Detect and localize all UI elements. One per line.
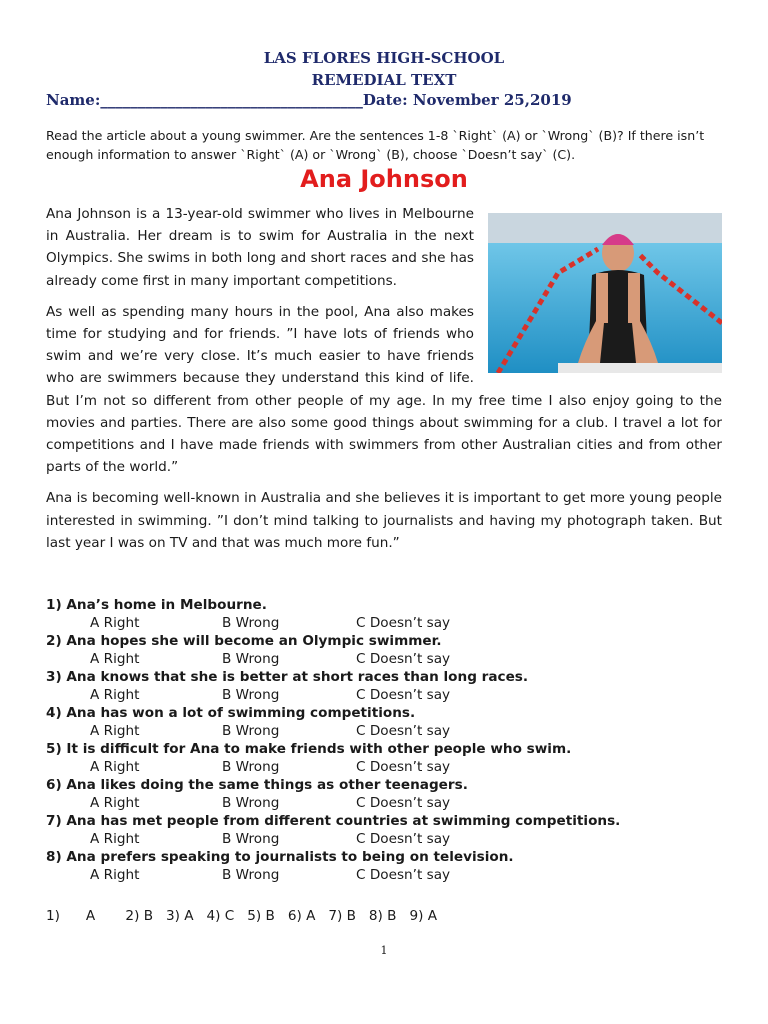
date-label: Date: November 25,2019 bbox=[362, 91, 572, 109]
question-item bbox=[46, 776, 736, 812]
answer-options bbox=[46, 614, 736, 632]
answer-options bbox=[46, 650, 736, 668]
answer-options bbox=[46, 794, 736, 812]
option-a: A Right bbox=[90, 687, 140, 703]
option-b: B Wrong bbox=[222, 615, 280, 631]
question-item bbox=[46, 812, 736, 848]
option-a: A Right bbox=[90, 831, 140, 847]
question-text: 1) Ana’s home in Melbourne. bbox=[46, 597, 267, 613]
option-a: A Right bbox=[90, 651, 140, 667]
answer-options bbox=[46, 722, 736, 740]
option-c: C Doesn’t say bbox=[356, 615, 451, 631]
option-c: C Doesn’t say bbox=[356, 831, 451, 847]
question-text: 2) Ana hopes she will become an Olympic swimmer. bbox=[46, 633, 442, 649]
question-text: 8) Ana prefers speaking to journalists to being on television. bbox=[46, 849, 514, 865]
instructions: Read the article about a young swimmer. Are the sentences 1-8 `Right` (A) or `Wrong` (B)? If there isn’t enough information to answer `Right` (A) or `Wrong` (B), choose `Doesn’t say` (C). bbox=[46, 128, 705, 162]
article-title: Ana Johnson bbox=[300, 165, 468, 193]
question-item bbox=[46, 596, 736, 632]
question-item bbox=[46, 704, 736, 740]
option-c: C Doesn’t say bbox=[356, 759, 451, 775]
question-item bbox=[46, 632, 736, 668]
answer-options bbox=[46, 758, 736, 776]
swimmer-photo-icon bbox=[488, 213, 722, 373]
option-b: B Wrong bbox=[222, 831, 280, 847]
school-name: LAS FLORES HIGH-SCHOOL bbox=[263, 49, 505, 67]
option-a: A Right bbox=[90, 723, 140, 739]
swimmer-photo bbox=[488, 213, 722, 373]
name-field-label: Name:___________________________________ bbox=[46, 91, 363, 109]
option-c: C Doesn’t say bbox=[356, 651, 451, 667]
option-b: B Wrong bbox=[222, 651, 280, 667]
option-a: A Right bbox=[90, 867, 140, 883]
question-item bbox=[46, 848, 736, 884]
article-body bbox=[46, 203, 722, 563]
option-b: B Wrong bbox=[222, 723, 280, 739]
question-text: 3) Ana knows that she is better at short races than long races. bbox=[46, 669, 529, 685]
option-b: B Wrong bbox=[222, 687, 280, 703]
option-c: C Doesn’t say bbox=[356, 867, 451, 883]
article-paragraph-1-text: Ana Johnson is a 13-year-old swimmer who lives in Melbourne in Australia. Her dream is to swim for Australia in the next Olympics. She swims in both long and short races and she has already come first in many important competitions. bbox=[46, 206, 474, 289]
option-b: B Wrong bbox=[222, 867, 280, 883]
question-text: 5) It is difficult for Ana to make friends with other people who swim. bbox=[46, 741, 572, 757]
question-list bbox=[46, 596, 736, 884]
article-paragraph-2: As well as spending many hours in the pool, Ana also makes time for studying and for friends. ”I have lots of friends who swim and we’re very close. It’s much easier to have friends who are swimmers because they understand this kind of life. But I’m not so different from other people of my age. In my free time I also enjoy going to the movies and parties. There are also some good things about swimming for a club. I travel a lot for competitions and I have made friends with swimmers from other Australian cities and from other parts of the world.” bbox=[46, 303, 722, 476]
question-item bbox=[46, 740, 736, 776]
option-a: A Right bbox=[90, 795, 140, 811]
option-a: A Right bbox=[90, 615, 140, 631]
answer-options bbox=[46, 686, 736, 704]
document-subtitle: REMEDIAL TEXT bbox=[311, 71, 457, 89]
question-text: 7) Ana has met people from different countries at swimming competitions. bbox=[46, 813, 621, 829]
option-c: C Doesn’t say bbox=[356, 723, 451, 739]
option-c: C Doesn’t say bbox=[356, 687, 451, 703]
name-date-line bbox=[46, 89, 686, 111]
answer-options bbox=[46, 866, 736, 884]
article-paragraph-3: Ana is becoming well-known in Australia and she believes it is important to get more young people interested in swimming. ”I don’t mind talking to journalists and having my photograph taken. But last year I was on TV and that was much more fun.” bbox=[46, 490, 722, 551]
option-b: B Wrong bbox=[222, 795, 280, 811]
option-c: C Doesn’t say bbox=[356, 795, 451, 811]
option-b: B Wrong bbox=[222, 759, 280, 775]
question-text: 4) Ana has won a lot of swimming competitions. bbox=[46, 705, 416, 721]
article-paragraph-1 bbox=[46, 203, 722, 292]
answer-key: 1) A 2) B 3) A 4) C 5) B 6) A 7) B 8) B 9) A bbox=[46, 908, 438, 924]
answer-options bbox=[46, 830, 736, 848]
question-text: 6) Ana likes doing the same things as other teenagers. bbox=[46, 777, 468, 793]
question-item bbox=[46, 668, 736, 704]
option-a: A Right bbox=[90, 759, 140, 775]
page-number: 1 bbox=[380, 944, 388, 957]
